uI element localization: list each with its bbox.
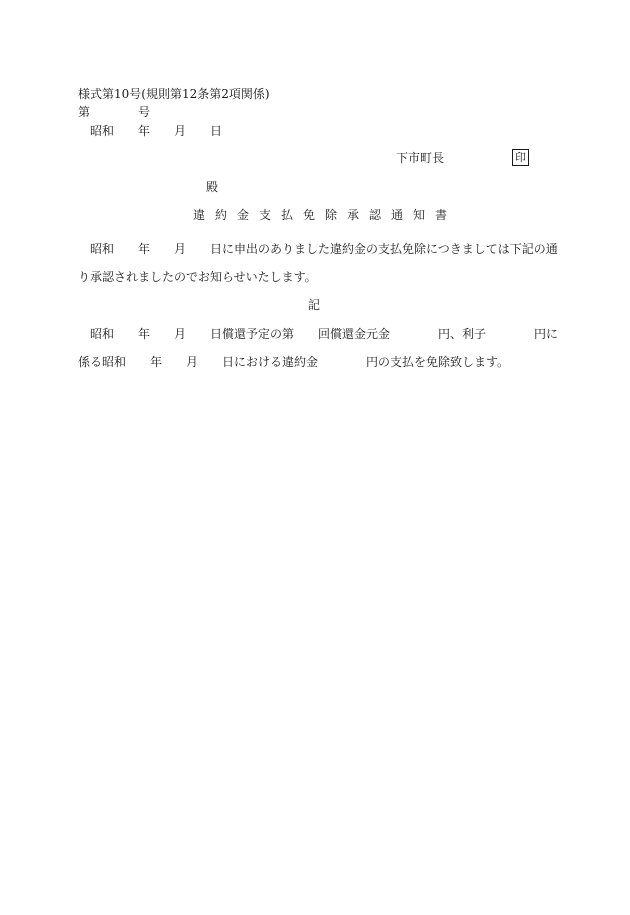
body-line-1: 昭和 年 月 日に申出のありました違約金の支払免除につきましては下記の通 xyxy=(90,242,558,256)
record-line-2: 係る昭和 年 月 日における違約金 円の支払を免除致します。 xyxy=(78,355,510,369)
document-number: 第 号 xyxy=(78,105,151,119)
body-line-2: り承認されましたのでお知らせいたします。 xyxy=(78,270,317,284)
issue-date: 昭和 年 月 日 xyxy=(90,124,223,138)
issuer-name: 下市町長 xyxy=(396,151,445,165)
form-number: 様式第10号(規則第12条第2項関係) xyxy=(78,87,270,101)
seal-stamp-icon: 印 xyxy=(512,149,529,166)
record-heading: 記 xyxy=(308,298,321,312)
record-line-1: 昭和 年 月 日償還予定の第 回償還金元金 円、利子 円に xyxy=(90,327,559,341)
document-title: 違約金支払免除承認通知書 xyxy=(193,208,458,222)
recipient-honorific: 殿 xyxy=(206,180,219,194)
